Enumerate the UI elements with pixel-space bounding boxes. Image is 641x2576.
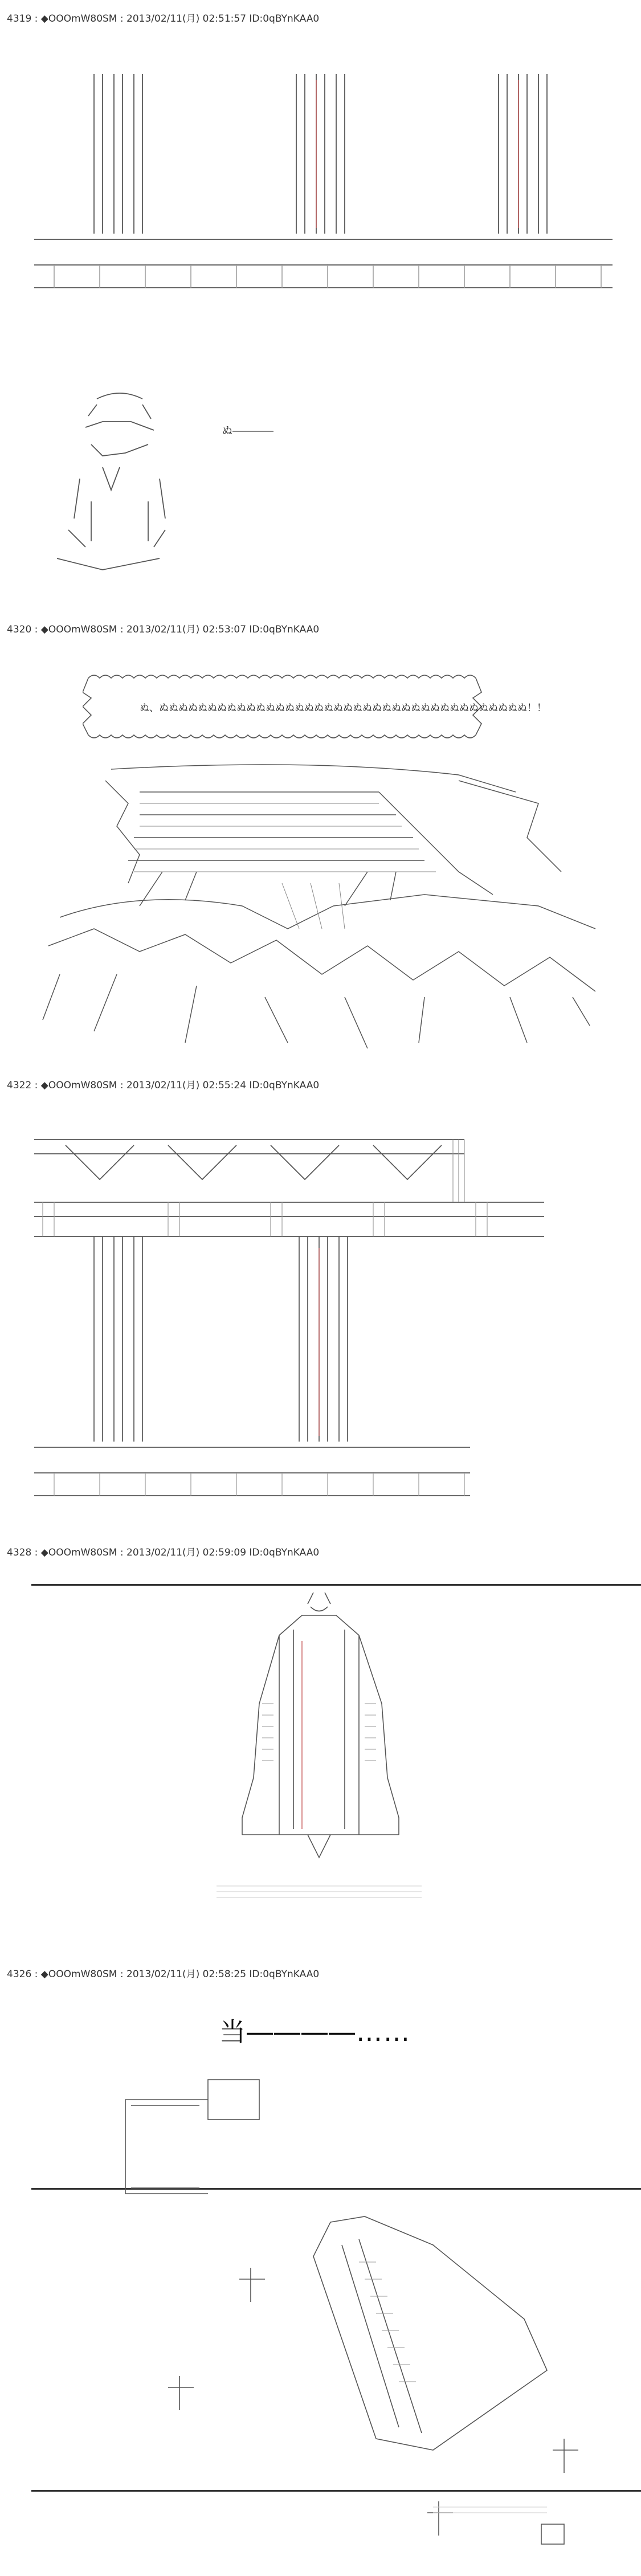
- falling-tower-ascii-art: [114, 2074, 604, 2564]
- post-header: 4326 : ◆OOOmW80SM : 2013/02/11(月) 02:58:25 ID:0qBYnKAA0: [7, 1969, 320, 1980]
- beast-ascii-art: [26, 758, 618, 1054]
- bubble-text: ぬ、ぬぬぬぬぬぬぬぬぬぬぬぬぬぬぬぬぬぬぬぬぬぬぬぬぬぬぬぬぬぬぬぬぬぬぬぬぬぬ！！: [140, 703, 546, 714]
- speech-text: ぬ――――: [222, 425, 273, 437]
- tower-ascii-art: [211, 1590, 427, 1932]
- post-header: 4319 : ◆OOOmW80SM : 2013/02/11(月) 02:51:57 ID:0qBYnKAA0: [7, 13, 320, 25]
- character-ascii-art: [34, 387, 182, 581]
- divider-line: [31, 1584, 641, 1586]
- post-header: 4328 : ◆OOOmW80SM : 2013/02/11(月) 02:59:09 ID:0qBYnKAA0: [7, 1547, 320, 1558]
- post-4320: [0, 615, 641, 1060]
- post-4326: [0, 1960, 641, 2576]
- post-header: 4320 : ◆OOOmW80SM : 2013/02/11(月) 02:53:07 ID:0qBYnKAA0: [7, 624, 320, 635]
- post-4319: [0, 0, 641, 593]
- pillars-ascii-art: [31, 68, 618, 296]
- post-4322: [0, 1071, 641, 1550]
- post-4328: [0, 1538, 641, 1926]
- post-header: 4322 : ◆OOOmW80SM : 2013/02/11(月) 02:55:24 ID:0qBYnKAA0: [7, 1080, 320, 1091]
- big-sound-text: 当――――……: [219, 2016, 411, 2047]
- gate-ascii-art: [31, 1122, 601, 1521]
